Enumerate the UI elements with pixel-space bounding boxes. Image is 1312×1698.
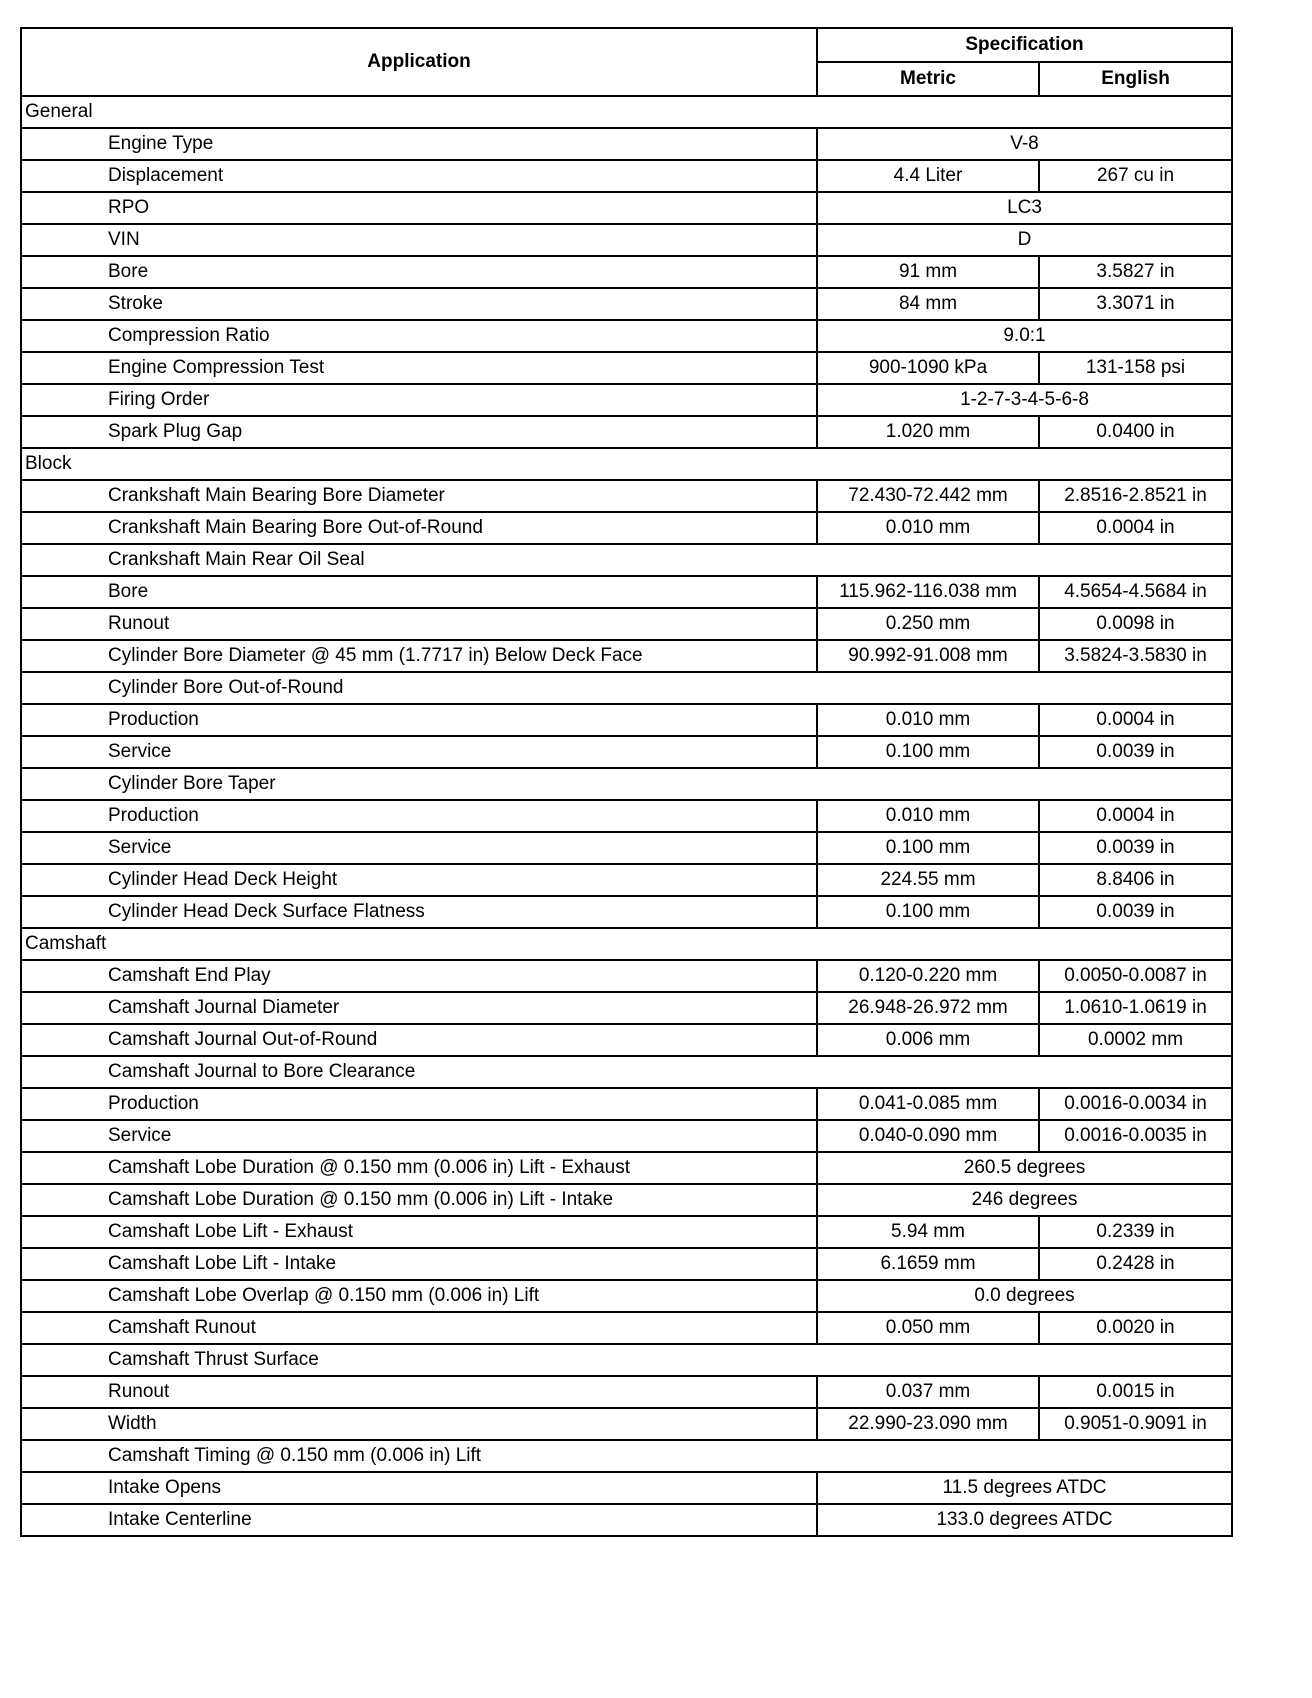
english-value-cell: 0.0002 mm: [1039, 1024, 1232, 1056]
section-label: Camshaft: [21, 928, 1232, 960]
spec-row: [21, 480, 1232, 512]
application-cell: Runout: [21, 1376, 817, 1408]
english-value-cell: 4.5654-4.5684 in: [1039, 576, 1232, 608]
subgroup-label: Camshaft Timing @ 0.150 mm (0.006 in) Lift: [21, 1440, 1232, 1472]
section-row: [21, 928, 1232, 960]
english-value-cell: 0.0039 in: [1039, 896, 1232, 928]
application-cell: Engine Type: [21, 128, 817, 160]
spec-value-cell: 9.0:1: [817, 320, 1232, 352]
metric-value-cell: 6.1659 mm: [817, 1248, 1039, 1280]
spec-value-cell: D: [817, 224, 1232, 256]
metric-value-cell: 1.020 mm: [817, 416, 1039, 448]
application-cell: Service: [21, 832, 817, 864]
spec-row: [21, 896, 1232, 928]
application-cell: Service: [21, 736, 817, 768]
section-row: [21, 96, 1232, 128]
metric-value-cell: 5.94 mm: [817, 1216, 1039, 1248]
spec-row: [21, 1184, 1232, 1216]
spec-value-cell: V-8: [817, 128, 1232, 160]
application-cell: Camshaft Lobe Overlap @ 0.150 mm (0.006 in) Lift: [21, 1280, 817, 1312]
spec-row: [21, 800, 1232, 832]
english-value-cell: 0.0015 in: [1039, 1376, 1232, 1408]
english-value-cell: 3.5827 in: [1039, 256, 1232, 288]
metric-value-cell: 91 mm: [817, 256, 1039, 288]
spec-row: [21, 1216, 1232, 1248]
spec-row: [21, 192, 1232, 224]
spec-row: [21, 1248, 1232, 1280]
spec-row: [21, 640, 1232, 672]
spec-row: [21, 224, 1232, 256]
spec-row: [21, 960, 1232, 992]
metric-value-cell: 0.010 mm: [817, 800, 1039, 832]
english-value-cell: 0.0004 in: [1039, 800, 1232, 832]
application-cell: Firing Order: [21, 384, 817, 416]
subgroup-row: [21, 672, 1232, 704]
spec-row: [21, 1408, 1232, 1440]
application-cell: Cylinder Bore Diameter @ 45 mm (1.7717 in) Below Deck Face: [21, 640, 817, 672]
english-value-cell: 0.0098 in: [1039, 608, 1232, 640]
subgroup-row: [21, 544, 1232, 576]
application-cell: Compression Ratio: [21, 320, 817, 352]
metric-value-cell: 224.55 mm: [817, 864, 1039, 896]
subgroup-row: [21, 768, 1232, 800]
subgroup-label: Cylinder Bore Out-of-Round: [21, 672, 1232, 704]
spec-row: [21, 160, 1232, 192]
spec-row: [21, 512, 1232, 544]
application-cell: Runout: [21, 608, 817, 640]
spec-row: [21, 1376, 1232, 1408]
spec-row: [21, 1280, 1232, 1312]
metric-value-cell: 0.050 mm: [817, 1312, 1039, 1344]
english-value-cell: 0.0039 in: [1039, 832, 1232, 864]
application-cell: Camshaft End Play: [21, 960, 817, 992]
metric-value-cell: 0.250 mm: [817, 608, 1039, 640]
subgroup-row: [21, 1344, 1232, 1376]
application-cell: Camshaft Lobe Duration @ 0.150 mm (0.006 in) Lift - Intake: [21, 1184, 817, 1216]
application-cell: Displacement: [21, 160, 817, 192]
subgroup-row: [21, 1056, 1232, 1088]
header-row: [21, 28, 1232, 62]
engine-spec-table: [20, 27, 1233, 1537]
spec-row: [21, 1504, 1232, 1536]
application-cell: Width: [21, 1408, 817, 1440]
subgroup-label: Camshaft Thrust Surface: [21, 1344, 1232, 1376]
spec-row: [21, 352, 1232, 384]
english-value-cell: 3.5824-3.5830 in: [1039, 640, 1232, 672]
subgroup-row: [21, 1440, 1232, 1472]
english-value-cell: 0.2428 in: [1039, 1248, 1232, 1280]
english-value-cell: 0.0004 in: [1039, 512, 1232, 544]
application-cell: Camshaft Lobe Lift - Intake: [21, 1248, 817, 1280]
metric-value-cell: 0.010 mm: [817, 704, 1039, 736]
english-value-cell: 8.8406 in: [1039, 864, 1232, 896]
application-cell: VIN: [21, 224, 817, 256]
metric-value-cell: 0.037 mm: [817, 1376, 1039, 1408]
application-cell: Production: [21, 704, 817, 736]
spec-value-cell: 133.0 degrees ATDC: [817, 1504, 1232, 1536]
application-cell: Camshaft Journal Diameter: [21, 992, 817, 1024]
metric-value-cell: 0.100 mm: [817, 832, 1039, 864]
spec-row: [21, 384, 1232, 416]
spec-row: [21, 1024, 1232, 1056]
metric-header: Metric: [817, 62, 1039, 96]
english-value-cell: 0.0016-0.0035 in: [1039, 1120, 1232, 1152]
metric-value-cell: 0.010 mm: [817, 512, 1039, 544]
english-value-cell: 1.0610-1.0619 in: [1039, 992, 1232, 1024]
english-value-cell: 0.0016-0.0034 in: [1039, 1088, 1232, 1120]
english-value-cell: 0.9051-0.9091 in: [1039, 1408, 1232, 1440]
application-cell: Crankshaft Main Bearing Bore Diameter: [21, 480, 817, 512]
metric-value-cell: 0.100 mm: [817, 736, 1039, 768]
application-cell: Intake Centerline: [21, 1504, 817, 1536]
application-cell: Intake Opens: [21, 1472, 817, 1504]
spec-row: [21, 1120, 1232, 1152]
application-cell: Camshaft Lobe Duration @ 0.150 mm (0.006 in) Lift - Exhaust: [21, 1152, 817, 1184]
subgroup-label: Cylinder Bore Taper: [21, 768, 1232, 800]
english-value-cell: 0.0400 in: [1039, 416, 1232, 448]
spec-value-cell: 0.0 degrees: [817, 1280, 1232, 1312]
english-value-cell: 0.0004 in: [1039, 704, 1232, 736]
application-cell: Spark Plug Gap: [21, 416, 817, 448]
specification-header: Specification: [817, 28, 1232, 62]
spec-row: [21, 704, 1232, 736]
application-cell: Stroke: [21, 288, 817, 320]
spec-body: [21, 96, 1232, 1536]
application-cell: Cylinder Head Deck Height: [21, 864, 817, 896]
application-cell: Bore: [21, 576, 817, 608]
english-value-cell: 3.3071 in: [1039, 288, 1232, 320]
application-cell: Bore: [21, 256, 817, 288]
spec-row: [21, 1472, 1232, 1504]
metric-value-cell: 115.962-116.038 mm: [817, 576, 1039, 608]
metric-value-cell: 0.040-0.090 mm: [817, 1120, 1039, 1152]
metric-value-cell: 90.992-91.008 mm: [817, 640, 1039, 672]
metric-value-cell: 72.430-72.442 mm: [817, 480, 1039, 512]
metric-value-cell: 22.990-23.090 mm: [817, 1408, 1039, 1440]
spec-row: [21, 128, 1232, 160]
english-header: English: [1039, 62, 1232, 96]
application-cell: Camshaft Runout: [21, 1312, 817, 1344]
metric-value-cell: 0.100 mm: [817, 896, 1039, 928]
spec-row: [21, 288, 1232, 320]
application-cell: Production: [21, 800, 817, 832]
application-cell: Camshaft Lobe Lift - Exhaust: [21, 1216, 817, 1248]
spec-row: [21, 576, 1232, 608]
spec-row: [21, 256, 1232, 288]
application-cell: Camshaft Journal Out-of-Round: [21, 1024, 817, 1056]
metric-value-cell: 26.948-26.972 mm: [817, 992, 1039, 1024]
spec-row: [21, 416, 1232, 448]
spec-value-cell: 260.5 degrees: [817, 1152, 1232, 1184]
spec-value-cell: 11.5 degrees ATDC: [817, 1472, 1232, 1504]
metric-value-cell: 0.006 mm: [817, 1024, 1039, 1056]
metric-value-cell: 84 mm: [817, 288, 1039, 320]
spec-row: [21, 864, 1232, 896]
spec-row: [21, 320, 1232, 352]
section-label: General: [21, 96, 1232, 128]
spec-value-cell: LC3: [817, 192, 1232, 224]
application-cell: Production: [21, 1088, 817, 1120]
application-cell: Engine Compression Test: [21, 352, 817, 384]
spec-row: [21, 832, 1232, 864]
application-cell: Service: [21, 1120, 817, 1152]
application-cell: Cylinder Head Deck Surface Flatness: [21, 896, 817, 928]
english-value-cell: 267 cu in: [1039, 160, 1232, 192]
english-value-cell: 0.0039 in: [1039, 736, 1232, 768]
subgroup-label: Camshaft Journal to Bore Clearance: [21, 1056, 1232, 1088]
english-value-cell: 0.0020 in: [1039, 1312, 1232, 1344]
spec-value-cell: 1-2-7-3-4-5-6-8: [817, 384, 1232, 416]
spec-row: [21, 992, 1232, 1024]
english-value-cell: 2.8516-2.8521 in: [1039, 480, 1232, 512]
spec-row: [21, 608, 1232, 640]
spec-row: [21, 1088, 1232, 1120]
spec-row: [21, 1152, 1232, 1184]
application-cell: RPO: [21, 192, 817, 224]
english-value-cell: 0.0050-0.0087 in: [1039, 960, 1232, 992]
spec-row: [21, 736, 1232, 768]
spec-row: [21, 1312, 1232, 1344]
section-row: [21, 448, 1232, 480]
section-label: Block: [21, 448, 1232, 480]
metric-value-cell: 0.120-0.220 mm: [817, 960, 1039, 992]
metric-value-cell: 900-1090 kPa: [817, 352, 1039, 384]
english-value-cell: 0.2339 in: [1039, 1216, 1232, 1248]
metric-value-cell: 0.041-0.085 mm: [817, 1088, 1039, 1120]
metric-value-cell: 4.4 Liter: [817, 160, 1039, 192]
application-header: Application: [21, 28, 817, 96]
application-cell: Crankshaft Main Bearing Bore Out-of-Round: [21, 512, 817, 544]
subgroup-label: Crankshaft Main Rear Oil Seal: [21, 544, 1232, 576]
english-value-cell: 131-158 psi: [1039, 352, 1232, 384]
spec-value-cell: 246 degrees: [817, 1184, 1232, 1216]
